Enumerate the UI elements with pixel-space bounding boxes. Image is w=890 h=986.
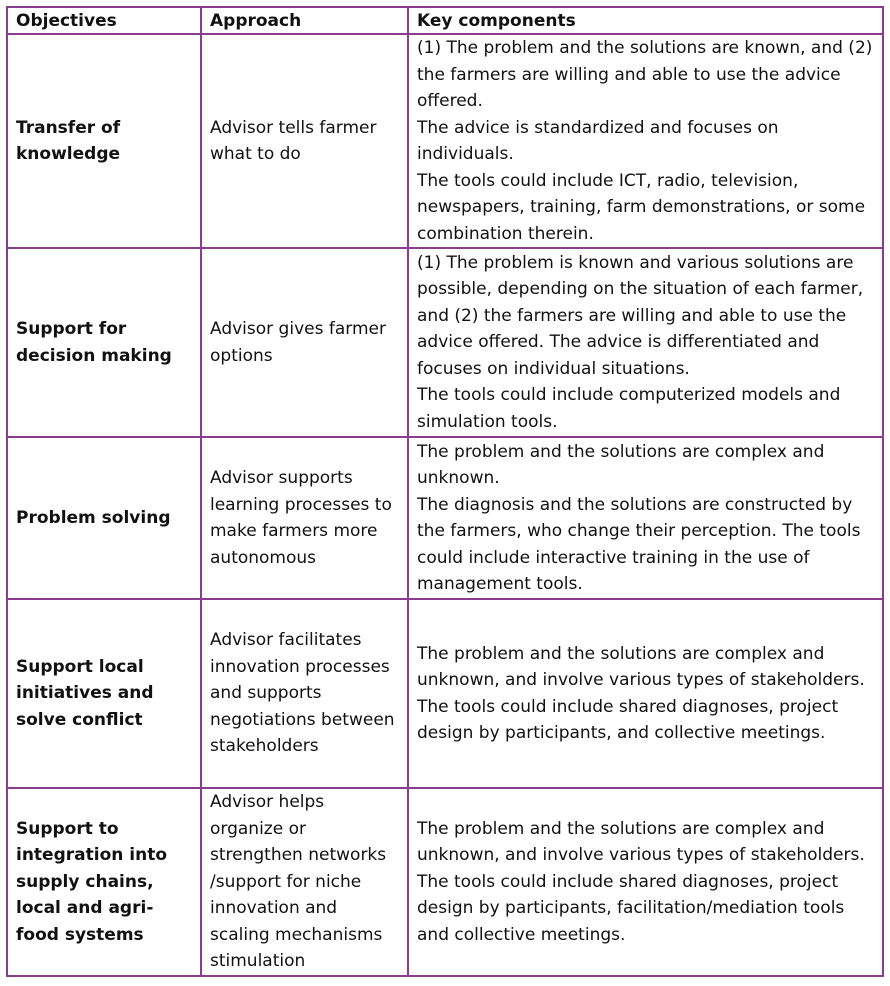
components-cell	[408, 788, 883, 976]
header-row	[7, 7, 883, 34]
components-cell	[408, 437, 883, 599]
approach-cell: Advisor gives farmer options	[201, 248, 408, 437]
table-row	[7, 248, 883, 437]
objective-cell: Support for decision making	[7, 248, 201, 437]
components-cell	[408, 248, 883, 437]
objective-cell: Support local initiatives and solve conflict	[7, 599, 201, 788]
components-cell	[408, 34, 883, 248]
advisory-objectives-table	[6, 6, 884, 977]
component-line: The tools could include ICT, radio, television, newspapers, training, farm demonstrations, or some combination therein.	[417, 170, 866, 244]
header-objectives: Objectives	[7, 7, 201, 34]
component-line: The tools could include shared diagnoses, project design by participants, and collective meetings.	[417, 696, 839, 743]
table-row	[7, 34, 883, 248]
components-cell	[408, 599, 883, 788]
component-line: The tools could include computerized models and simulation tools.	[417, 385, 841, 432]
component-line: (1) The problem is known and various solutions are possible, depending on the situation of each farmer, and (2) the farmers are willing and able to use the advice offered. The advice is differentiated and focuses on individual situations.	[417, 252, 864, 379]
component-line: The problem and the solutions are complex and unknown, and involve various types of stakeholders.	[417, 818, 865, 865]
component-line: The tools could include shared diagnoses, project design by participants, facilitation/mediation tools and collective meetings.	[417, 871, 845, 945]
component-line: The advice is standardized and focuses on individuals.	[417, 117, 779, 164]
approach-cell: Advisor supports learning processes to make farmers more autonomous	[201, 437, 408, 599]
approach-cell: Advisor facilitates innovation processes and supports negotiations between stakeholders	[201, 599, 408, 788]
component-line: The diagnosis and the solutions are constructed by the farmers, who change their perception. The tools could include interactive training in the use of management tools.	[417, 494, 861, 594]
table-row	[7, 599, 883, 788]
table-row	[7, 437, 883, 599]
objective-cell: Problem solving	[7, 437, 201, 599]
approach-cell: Advisor tells farmer what to do	[201, 34, 408, 248]
header-approach: Approach	[201, 7, 408, 34]
objective-cell: Transfer of knowledge	[7, 34, 201, 248]
component-line: The problem and the solutions are complex and unknown.	[417, 441, 825, 488]
header-key-components: Key components	[408, 7, 883, 34]
component-line: (1) The problem and the solutions are known, and (2) the farmers are willing and able to use the advice offered.	[417, 38, 873, 111]
approach-cell: Advisor helps organize or strengthen networks /support for niche innovation and scaling mechanisms stimulation	[201, 788, 408, 976]
component-line: The problem and the solutions are complex and unknown, and involve various types of stakeholders.	[417, 643, 865, 690]
objective-cell: Support to integration into supply chains, local and agri-food systems	[7, 788, 201, 976]
table-row	[7, 788, 883, 976]
